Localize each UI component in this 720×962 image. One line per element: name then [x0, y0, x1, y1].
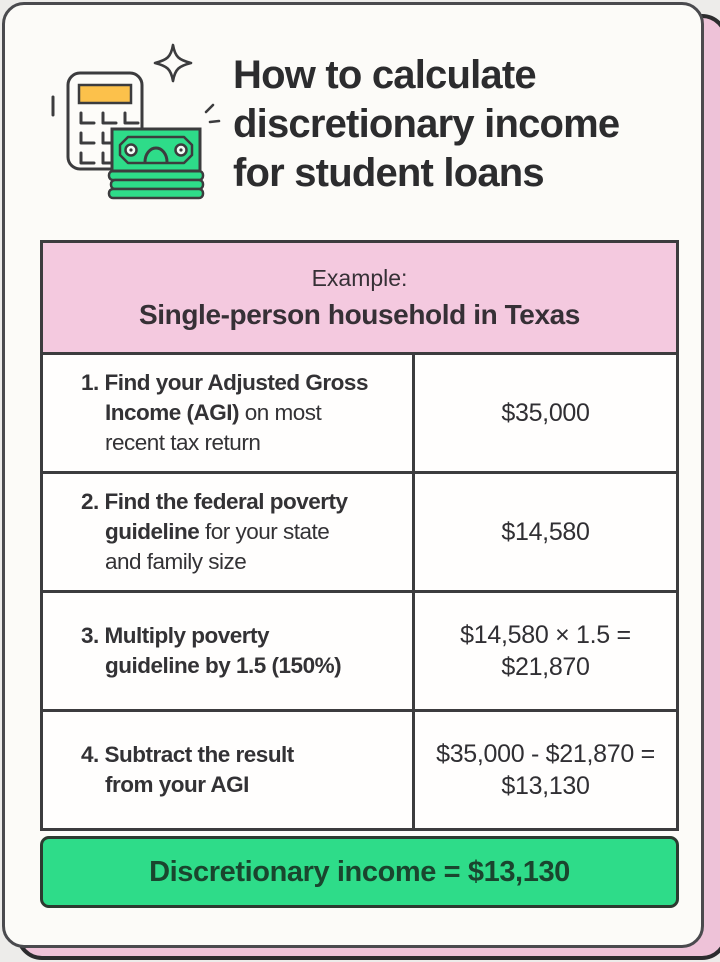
result-banner	[40, 836, 679, 908]
page-title-line: How to calculate	[233, 53, 536, 97]
page-title-line: discretionary income	[233, 102, 620, 146]
step-cell: 3. Multiply poverty guideline by 1.5 (150%)	[43, 593, 415, 709]
step-cell: 4. Subtract the result from your AGI	[43, 712, 415, 828]
table-row	[43, 590, 676, 709]
page-title	[233, 51, 619, 198]
content-card	[2, 2, 704, 948]
table-header	[43, 243, 676, 352]
result-text: Discretionary income = $13,130	[149, 855, 570, 888]
table-row	[43, 709, 676, 828]
page-title-line: for student loans	[233, 151, 544, 195]
step-cell: 2. Find the federal poverty guideline for your state and family size	[43, 474, 415, 590]
spark-lines-icon	[206, 105, 219, 122]
value-cell: $14,580	[501, 518, 590, 546]
step-cell: 1. Find your Adjusted Gross Income (AGI) on most recent tax return	[43, 355, 415, 471]
table-row	[43, 352, 676, 471]
table-header-title: Single-person household in Texas	[139, 298, 580, 330]
header-illustration	[43, 39, 238, 211]
example-table-section	[40, 240, 679, 908]
value-cell: $35,000 - $21,870 = $13,130	[436, 740, 655, 800]
value-cell: $14,580 × 1.5 = $21,870	[460, 621, 631, 681]
example-table	[40, 240, 679, 831]
table-header-eyebrow: Example:	[311, 264, 408, 291]
table-row	[43, 471, 676, 590]
sparkle-icon	[155, 45, 191, 81]
money-stack-icon	[109, 129, 203, 198]
value-cell: $35,000	[501, 399, 590, 427]
